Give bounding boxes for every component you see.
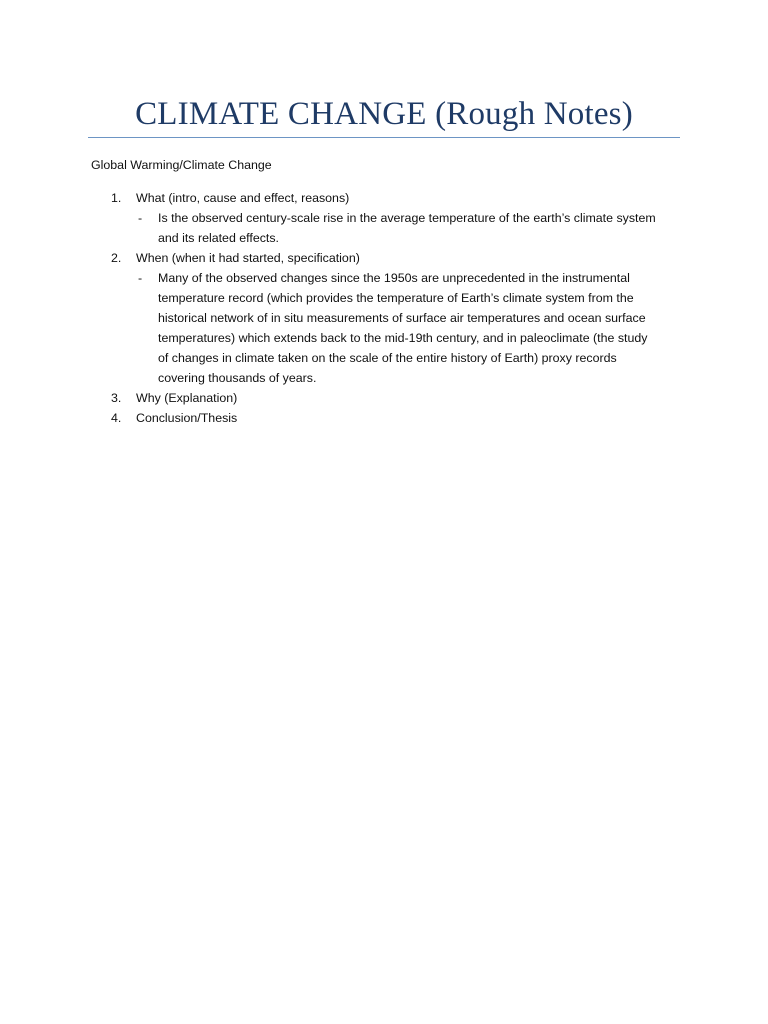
item-number: 2.: [111, 251, 122, 265]
page-title: CLIMATE CHANGE (Rough Notes): [135, 96, 633, 132]
sub-item-line: of changes in climate taken on the scale of the entire history of Earth) proxy records: [158, 351, 617, 365]
sub-item-line: Is the observed century-scale rise in the average temperature of the earth’s climate system: [158, 211, 656, 225]
sub-item-line: and its related effects.: [158, 231, 279, 245]
sub-item-line: temperatures) which extends back to the mid-19th century, and in paleoclimate (the study: [158, 331, 648, 345]
sub-item: [91, 268, 681, 388]
sub-item-line: historical network of in situ measurements of surface air temperatures and ocean surface: [158, 311, 646, 325]
item-label: What (intro, cause and effect, reasons): [136, 191, 350, 205]
outline-item: [91, 188, 681, 208]
outline-item: [91, 248, 681, 268]
sub-item-line: covering thousands of years.: [158, 371, 317, 385]
document-subtitle: Global Warming/Climate Change: [91, 158, 272, 172]
item-label: Conclusion/Thesis: [136, 411, 238, 425]
title-underline: [88, 137, 680, 138]
outline-item: [91, 408, 681, 428]
dash-marker: -: [138, 211, 143, 225]
sub-item-line: temperature record (which provides the temperature of Earth’s climate system from the: [158, 291, 634, 305]
sub-item-line: Many of the observed changes since the 1950s are unprecedented in the instrumental: [158, 271, 630, 285]
item-number: 1.: [111, 191, 122, 205]
outline-item: [91, 388, 681, 408]
item-label: Why (Explanation): [136, 391, 238, 405]
numbered-outline: [91, 188, 681, 428]
sub-item: [91, 208, 681, 248]
item-number: 4.: [111, 411, 122, 425]
item-number: 3.: [111, 391, 122, 405]
dash-marker: -: [138, 271, 143, 285]
item-label: When (when it had started, specification): [136, 251, 360, 265]
